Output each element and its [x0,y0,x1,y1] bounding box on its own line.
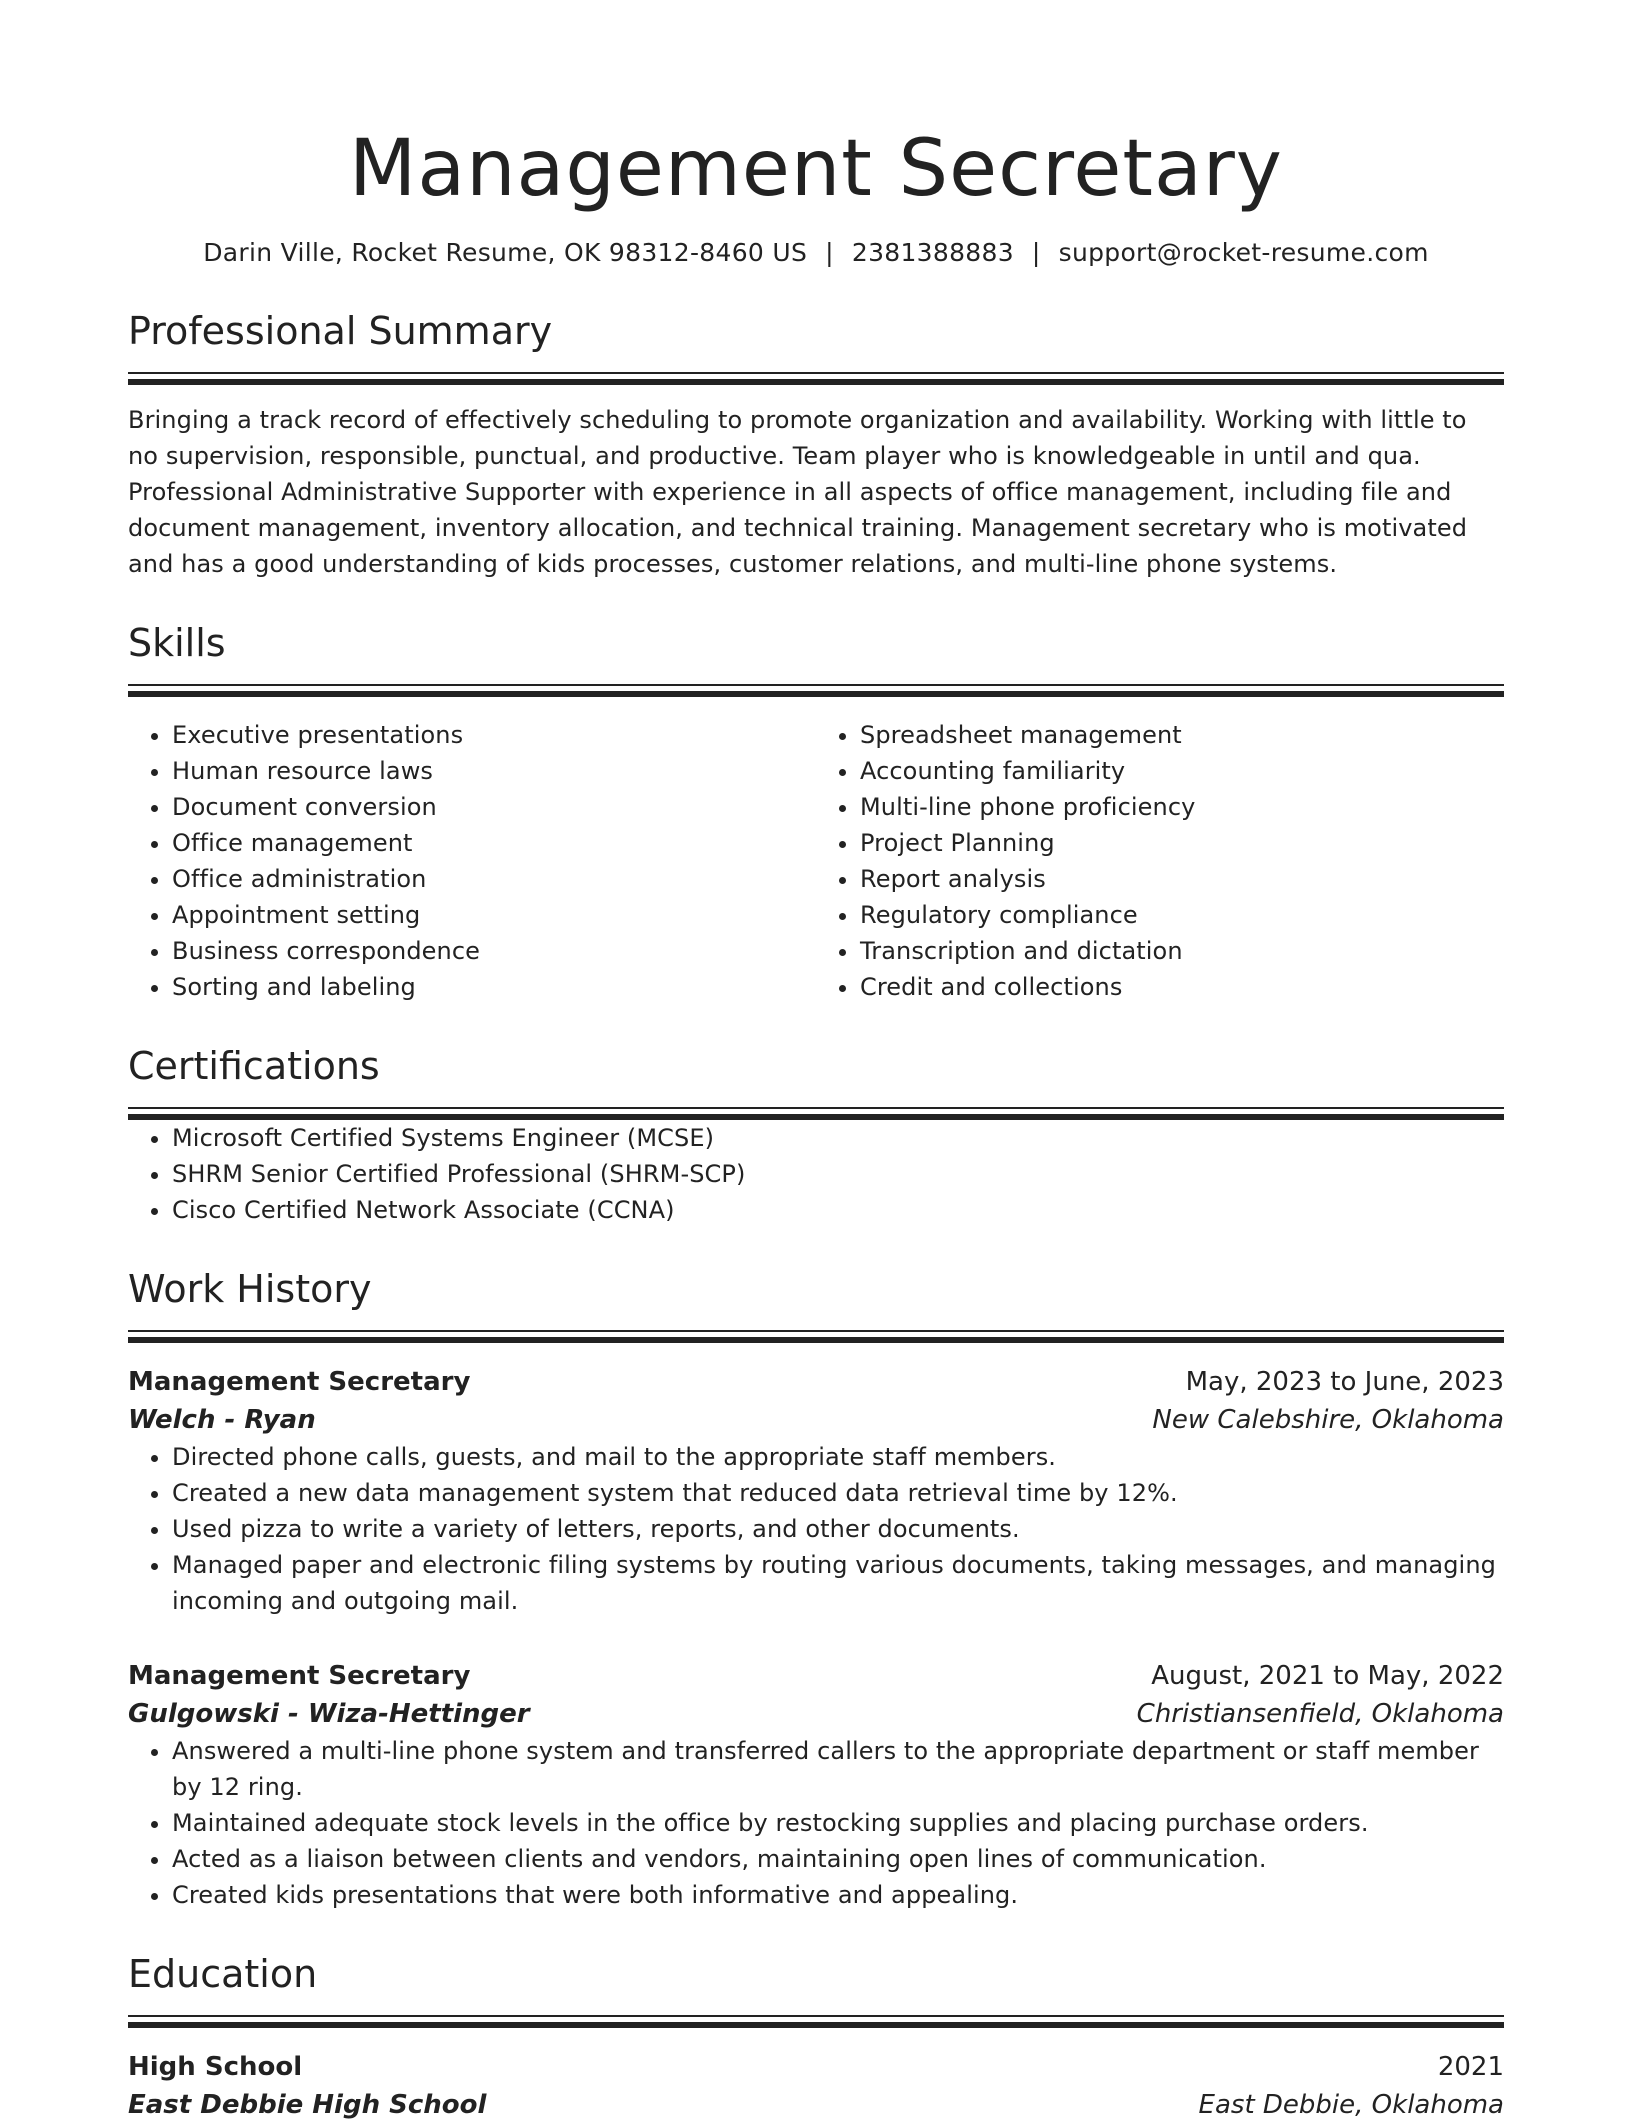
section-divider [128,2015,1504,2028]
contact-address: Darin Ville, Rocket Resume, OK 98312-8460 US [203,238,808,267]
skill-item: • Office management [172,825,816,861]
job-duty-item: • Answered a multi-line phone system and transferred callers to the appropriate department or staff member by 12 ring. [172,1733,1504,1805]
skill-item: • Transcription and dictation [860,933,1504,969]
skill-item: • Spreadsheet management [860,717,1504,753]
education-school-row [128,2086,1504,2124]
skills-grid [128,717,1504,1005]
education-school: East Debbie High School [128,2090,487,2120]
section-divider [128,1107,1504,1120]
job-duties-list [128,1439,1504,1619]
section-divider [128,684,1504,697]
skill-item: • Human resource laws [172,753,816,789]
job-duty-item: • Created a new data management system that reduced data retrieval time by 12%. [172,1475,1504,1511]
education-heading: Education [128,1952,318,1996]
section-divider [128,1330,1504,1343]
job-duty-item: • Acted as a liaison between clients and vendors, maintaining open lines of communication. [172,1841,1504,1877]
job-company: Welch - Ryan [128,1405,316,1435]
education-location: East Debbie, Oklahoma [1198,2090,1504,2120]
certification-item: • SHRM Senior Certified Professional (SHRM-SCP) [172,1156,1504,1192]
job-duty-item: • Directed phone calls, guests, and mail to the appropriate staff members. [172,1439,1504,1475]
job-entry [128,1657,1504,1913]
education-header-row [128,2048,1504,2086]
skill-item: • Accounting familiarity [860,753,1504,789]
skills-column-right [816,717,1504,1005]
job-company: Gulgowski - Wiza-Hettinger [128,1699,530,1729]
contact-separator: | [825,238,834,267]
skill-item: • Document conversion [172,789,816,825]
skills-section [128,618,1504,1005]
job-dates: August, 2021 to May, 2022 [1151,1661,1504,1691]
skills-column-left [128,717,816,1005]
job-entry [128,1363,1504,1619]
contact-separator: | [1031,238,1041,267]
job-header-row [128,1657,1504,1695]
job-company-row [128,1401,1504,1439]
education-degree: High School [128,2052,303,2082]
resume-name: Management Secretary [349,124,1283,214]
job-duty-item: • Maintained adequate stock levels in the office by restocking supplies and placing purchase orders. [172,1805,1504,1841]
skill-item: • Sorting and labeling [172,969,816,1005]
certifications-list [128,1120,1504,1228]
education-year: 2021 [1437,2052,1504,2082]
skill-item: • Report analysis [860,861,1504,897]
certifications-heading: Certifications [128,1044,380,1088]
skill-item: • Appointment setting [172,897,816,933]
summary-text: Bringing a track record of effectively scheduling to promote organization and availability. Working with little to no supervision, responsible, punctual, and productive. Team player who is knowledgeable in until and qua. Professional Administrative Supporter with experience in all aspects of office management, including file and document management, inventory allocation, and technical training. Management secretary who is motivated and has a good understanding of kids processes, customer relations, and multi-line phone systems. [128,406,1468,578]
contact-phone: 2381388883 [851,238,1014,267]
summary-heading: Professional Summary [128,309,553,353]
job-location: New Calebshire, Oklahoma [1152,1405,1504,1435]
certification-item: • Cisco Certified Network Associate (CCNA) [172,1192,1504,1228]
job-company-row [128,1695,1504,1733]
section-divider [128,372,1504,385]
contact-email: support@rocket-resume.com [1058,238,1429,267]
skill-item: • Multi-line phone proficiency [860,789,1504,825]
job-duty-item: • Managed paper and electronic filing systems by routing various documents, taking messages, and managing incoming and outgoing mail. [172,1547,1504,1619]
job-duty-item: • Created kids presentations that were both informative and appealing. [172,1877,1504,1913]
skill-item: • Business correspondence [172,933,816,969]
job-duties-list [128,1733,1504,1913]
job-duty-item: • Used pizza to write a variety of letters, reports, and other documents. [172,1511,1504,1547]
skill-item: • Credit and collections [860,969,1504,1005]
contact-line [128,236,1504,270]
education-section [128,1949,1504,2124]
certification-item: • Microsoft Certified Systems Engineer (MCSE) [172,1120,1504,1156]
skill-item: • Regulatory compliance [860,897,1504,933]
job-title: Management Secretary [128,1661,471,1691]
skill-item: • Project Planning [860,825,1504,861]
job-dates: May, 2023 to June, 2023 [1185,1367,1504,1397]
skill-item: • Office administration [172,861,816,897]
work-history-section [128,1264,1504,1913]
work-history-heading: Work History [128,1267,372,1311]
skills-list-right [816,717,1504,1005]
summary-section [128,306,1504,582]
job-location: Christiansenfield, Oklahoma [1136,1699,1504,1729]
skills-heading: Skills [128,621,226,665]
education-entry [128,2048,1504,2124]
job-title: Management Secretary [128,1367,471,1397]
skills-list-left [128,717,816,1005]
certifications-section [128,1041,1504,1228]
job-header-row [128,1363,1504,1401]
skill-item: • Executive presentations [172,717,816,753]
